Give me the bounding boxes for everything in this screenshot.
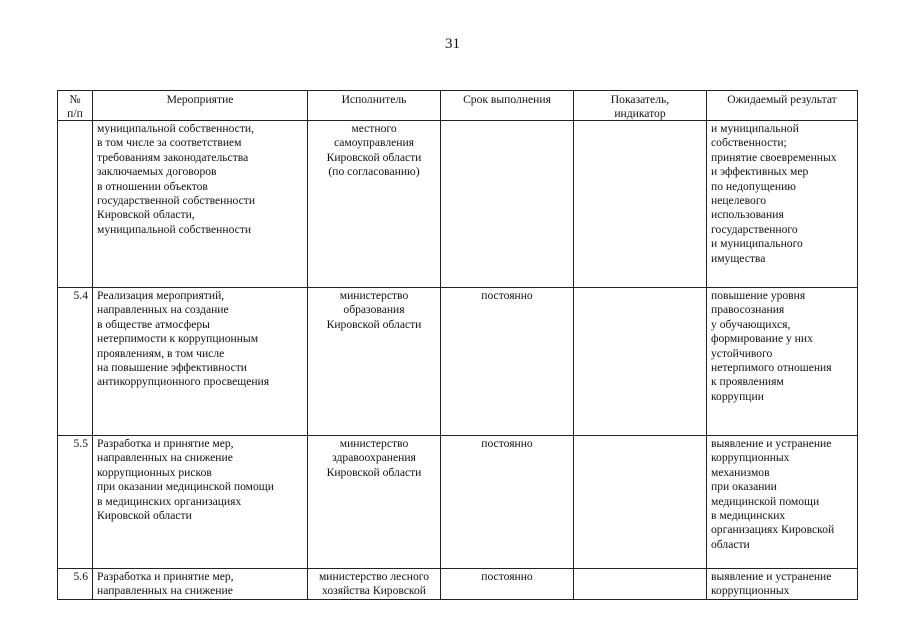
cell-number: 5.4 [58,288,93,436]
measures-table [57,90,858,600]
cell-indicator [574,569,707,600]
cell-activity: муниципальной собственности, в том числе за соответствием требованиям законодательства заключаемых договоров в отношении объектов государственной собственности Кировской области, муниципальной собственности [93,121,308,288]
cell-number: 5.5 [58,436,93,569]
cell-activity: Разработка и принятие мер, направленных на снижение коррупционных рисков при оказании медицинской помощи в медицинских организациях Кировской области [93,436,308,569]
cell-executor: министерство лесного хозяйства Кировской [308,569,441,600]
cell-number: 5.6 [58,569,93,600]
table-row [58,436,858,569]
header-activity: Мероприятие [93,91,308,121]
table-row [58,121,858,288]
table-row [58,569,858,600]
cell-number [58,121,93,288]
header-term: Срок выполнения [441,91,574,121]
cell-executor: министерство здравоохранения Кировской области [308,436,441,569]
cell-indicator [574,121,707,288]
table-header-row [58,91,858,121]
cell-activity: Разработка и принятие мер, направленных на снижение [93,569,308,600]
cell-executor: местного самоуправления Кировской области (по согласованию) [308,121,441,288]
header-number: № п/п [58,91,93,121]
page-number: 31 [445,36,460,52]
cell-activity: Реализация мероприятий, направленных на создание в обществе атмосферы нетерпимости к коррупционным проявлениям, в том числе на повышение эффективности антикоррупционного просвещения [93,288,308,436]
cell-term [441,121,574,288]
cell-term: постоянно [441,436,574,569]
cell-term: постоянно [441,288,574,436]
cell-indicator [574,436,707,569]
cell-term: постоянно [441,569,574,600]
cell-result: повышение уровня правосознания у обучающихся, формирование у них устойчивого нетерпимого отношения к проявлениям коррупции [707,288,858,436]
cell-result: выявление и устранение коррупционных [707,569,858,600]
table-row [58,288,858,436]
cell-result: и муниципальной собственности; принятие своевременных и эффективных мер по недопущению нецелевого использования государственного и муниципального имущества [707,121,858,288]
header-executor: Исполнитель [308,91,441,121]
header-result: Ожидаемый результат [707,91,858,121]
header-indicator: Показатель, индикатор [574,91,707,121]
cell-result: выявление и устранение коррупционных механизмов при оказании медицинской помощи в медицинских организациях Кировской области [707,436,858,569]
cell-executor: министерство образования Кировской области [308,288,441,436]
cell-indicator [574,288,707,436]
